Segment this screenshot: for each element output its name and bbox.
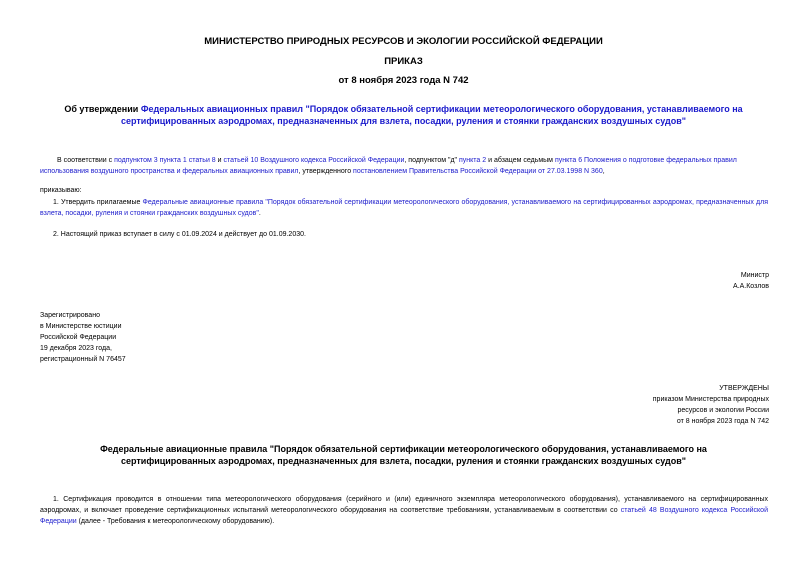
doc-type-heading: ПРИКАЗ <box>384 56 423 67</box>
rules-paragraph-1 <box>40 494 768 527</box>
preamble-text-6: , <box>602 168 605 175</box>
link-government-decree[interactable]: постановлением Правительства Российской Федерации от 27.03.1998 N 360 <box>353 168 603 175</box>
signature-name: А.А.Козлов <box>732 283 769 290</box>
preamble-text-3: , подпунктом "д" <box>404 157 459 164</box>
order-title-prefix: Об утверждении <box>64 104 141 114</box>
preamble-text-1: В соответствии с <box>57 157 115 164</box>
registration-line-5: регистрационный N 76457 <box>40 356 126 363</box>
item1-rules-link[interactable]: Федеральные авиационные правила "Порядок обязательной сертификации метеорологического оборудования, устанавливаемого на сертифицированных аэродромах, предназначенных для взлета, посадки, руления и стоянки гражданских воздушных судов" <box>40 199 769 217</box>
link-item-6-regulation[interactable]: пункта 6 Положения о подготовке федеральных правил использования воздушного пространства и федеральных авиационных правил <box>40 157 737 175</box>
order-title-link[interactable]: Федеральных авиационных правил "Порядок обязательной сертификации метеорологического оборудования, устанавливаемого на сертифицированных аэродромах, предназначенных для взлета, посадки, руления и стоянки гражданских воздушных судов" <box>121 104 743 126</box>
signature-role: Министр <box>740 272 769 279</box>
link-article-48[interactable]: статьей 48 Воздушного кодекса Российской Федерации <box>40 507 768 525</box>
link-article-10[interactable]: статьей 10 Воздушного кодекса Российской Федерации <box>223 157 405 164</box>
approved-line-3: ресурсов и экологии России <box>677 407 769 414</box>
approved-line-1: УТВЕРЖДЕНЫ <box>719 385 769 392</box>
preamble-text-4: и абзацем седьмым <box>486 157 555 164</box>
registration-block <box>40 310 126 365</box>
preamble-paragraph <box>40 155 768 177</box>
order-word: приказываю: <box>40 187 82 194</box>
rules-title: Федеральные авиационные правила "Порядок обязательной сертификации метеорологического оборудования, устанавливаемого на сертифицированных аэродромах, предназначенных для взлета, посадки, руления и стоянки гражданских воздушных судов" <box>100 444 707 466</box>
rules-p1-end: (далее - Требования к метеорологическому оборудованию). <box>76 518 275 525</box>
order-title <box>60 103 747 127</box>
preamble-text-2: и <box>215 157 224 164</box>
link-article-8[interactable]: подпунктом 3 пункта 1 статьи 8 <box>114 157 216 164</box>
registration-line-2: в Министерстве юстиции <box>40 323 122 330</box>
item1-text: 1. Утвердить прилагаемые <box>53 199 143 206</box>
item1-end: . <box>258 210 261 217</box>
doc-date-number: от 8 ноября 2023 года N 742 <box>338 75 469 86</box>
approved-line-4: от 8 ноября 2023 года N 742 <box>676 418 769 425</box>
registration-line-1: Зарегистрировано <box>40 312 100 319</box>
ministry-heading: МИНИСТЕРСТВО ПРИРОДНЫХ РЕСУРСОВ И ЭКОЛОГИИ РОССИЙСКОЙ ФЕДЕРАЦИИ <box>204 36 603 47</box>
approved-line-2: приказом Министерства природных <box>652 396 769 403</box>
order-item-2: 2. Настоящий приказ вступает в силу с 01.09.2024 и действует до 01.09.2030. <box>53 231 306 238</box>
approved-block <box>653 383 769 427</box>
link-item-2[interactable]: пункта 2 <box>458 157 487 164</box>
preamble-text-5: , утвержденного <box>298 168 354 175</box>
registration-line-3: Российской Федерации <box>40 334 117 341</box>
order-item-1 <box>40 197 768 219</box>
rules-p1-text: 1. Сертификация проводится в отношении типа метеорологического оборудования (серийного и (или) единичного экземпляра метеорологического оборудования), устанавливаемого на сертифицированных аэродромах, и включает проведение сертификационных испытаний метеорологического оборудования на соответствие требованиям, устанавливаемым в соответствии со <box>40 496 768 514</box>
registration-line-4: 19 декабря 2023 года, <box>40 345 112 352</box>
